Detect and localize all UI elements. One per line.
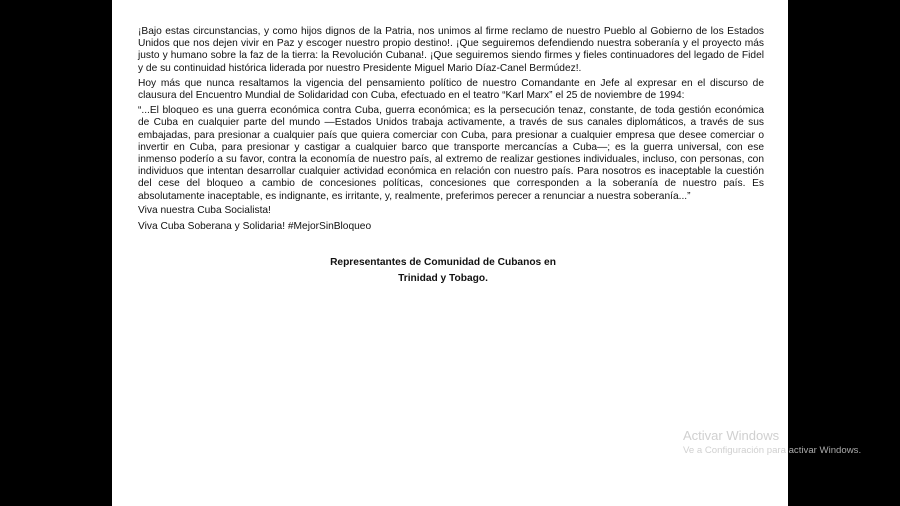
closing-line-2: Viva Cuba Soberana y Solidaria! #MejorSinBloqueo	[138, 221, 372, 233]
watermark-subtitle: Ve a Configuración para activar Windows.	[683, 445, 862, 456]
paragraph-1: ¡Bajo estas circunstancias, y como hijos dignos de la Patria, nos unimos al firme reclamo de nuestro Pueblo al Gobierno de los Estados Unidos que nos dejen vivir en Paz y escoger nuestro propio destino!. ¡Que seguiremos defendiendo nuestra soberanía y el proyecto más justo y humano sobre la faz de la tierra: la Revolución Cubana!. ¡Que seguiremos siendo firmes y fieles continuadores del legado de Fidel y de su continuidad histórica liderada por nuestro Presidente Miguel Mario Díaz-Canel Bermúdez!.	[138, 26, 764, 74]
closing-line-1: Viva nuestra Cuba Socialista!	[138, 204, 271, 216]
signature-line-1: Representantes de Comunidad de Cubanos en	[330, 257, 556, 269]
signature-block	[138, 255, 764, 287]
quote-paragraph: “...El bloqueo es una guerra económica contra Cuba, guerra económica; es la persecución tenaz, constante, de toda gestión económica de Cuba en cualquier parte del mundo —Estados Unidos trabaja activamente, a través de sus canales diplomáticos, a través de sus embajadas, para presionar a cualquier país que quiera comerciar con Cuba, para presionar a cualquier empresa que desee comerciar o invertir en Cuba, para presionar y castigar a cualquier barco que transporte mercancías a Cuba—; es la guerra universal, con ese inmenso poderío a su favor, contra la economía de nuestro país, al extremo de realizar gestiones individuales, incluso, con personas, con individuos que intentan desarrollar cualquier actividad económica en relación con nuestro país. Para nosotros es inaceptable la cuestión del cese del bloqueo a cambio de concesiones políticas, concesiones que corresponden a la soberanía de nuestro país. Es absolutamente inaceptable, es indignante, es irritante, y, realmente, preferimos perecer a renunciar a nuestra soberanía...”	[138, 105, 764, 202]
signature-line-2: Trinidad y Tobago.	[398, 273, 488, 285]
watermark-title: Activar Windows	[683, 428, 780, 443]
paragraph-2: Hoy más que nunca resaltamos la vigencia del pensamiento político de nuestro Comandante en Jefe al expresar en el discurso de clausura del Encuentro Mundial de Solidaridad con Cuba, efectuado en el teatro “Karl Marx” el 25 de noviembre de 1994:	[138, 77, 764, 102]
document-page	[112, 0, 788, 506]
